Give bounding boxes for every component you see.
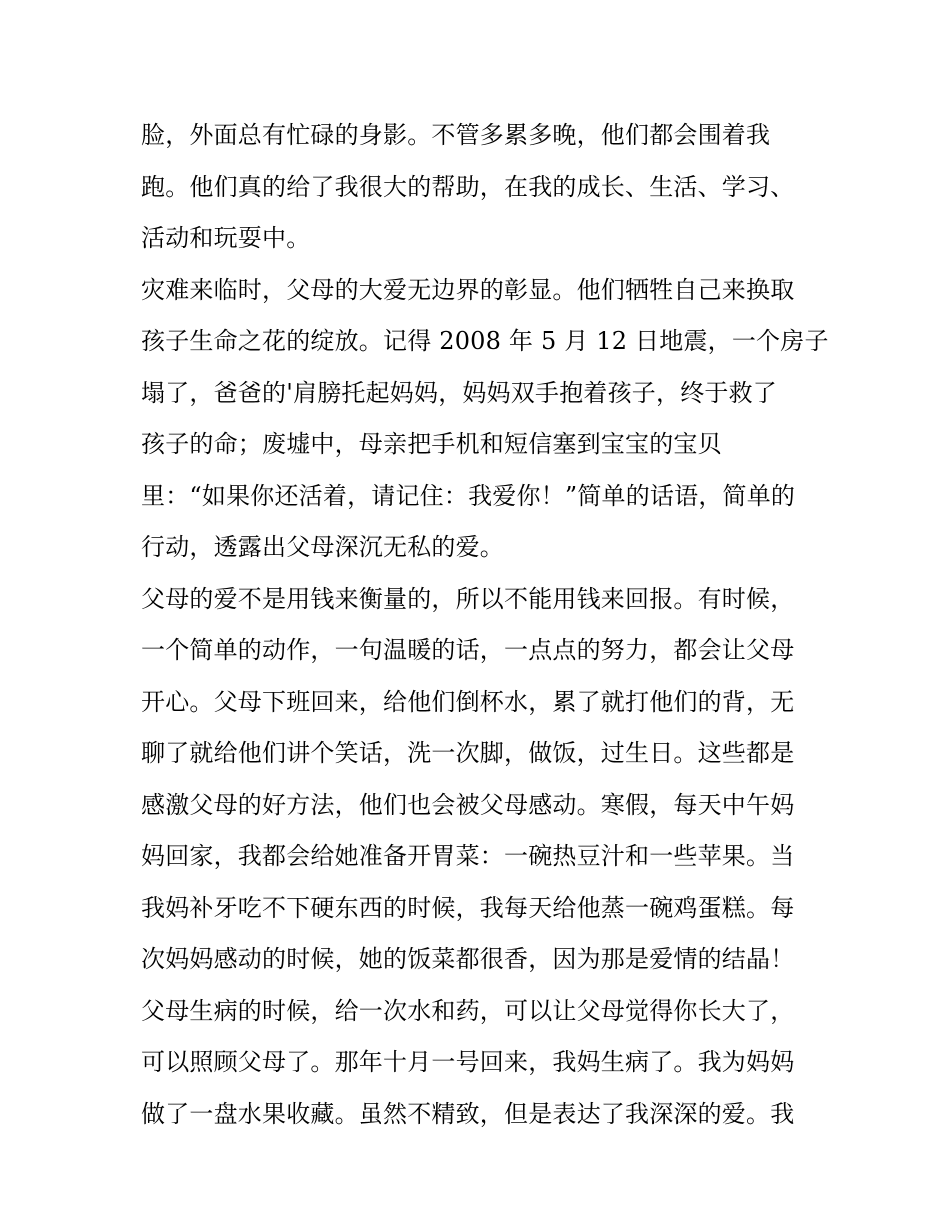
text-line: 脸，外面总有忙碌的身影。不管多累多晚，他们都会围着我 (141, 121, 771, 149)
text-line: 开心。父母下班回来，给他们倒杯水，累了就打他们的背，无 (141, 687, 795, 716)
text-line: 里：“如果你还活着，请记住：我爱你！”简单的话语，简单的 (141, 481, 796, 510)
text-line: 跑。他们真的给了我很大的帮助，在我的成长、生活、学习、 (141, 172, 795, 201)
text-line: 灾难来临时，父母的大爱无边界的彰显。他们牺牲自己来换取 (141, 275, 795, 304)
text-line: 塌了，爸爸的'肩膀托起妈妈，妈妈双手抱着孩子，终于救了 (141, 378, 777, 407)
text-line: 父母的爱不是用钱来衡量的，所以不能用钱来回报。有时候， (141, 584, 795, 613)
text-line: 孩子生命之花的绽放。记得 2008 年 5 月 12 日地震，一个房子 (141, 327, 829, 355)
text-line: 次妈妈感动的时候，她的饭菜都很香，因为那是爱情的结晶！ (141, 945, 795, 973)
text-line: 父母生病的时候，给一次水和药，可以让父母觉得你长大了， (141, 996, 795, 1025)
text-line: 一个简单的动作，一句温暖的话，一点点的努力，都会让父母 (141, 636, 795, 664)
text-line: 感激父母的好方法，他们也会被父母感动。寒假，每天中午妈 (141, 790, 795, 819)
text-line: 做了一盘水果收藏。虽然不精致，但是表达了我深深的爱。我 (141, 1099, 795, 1128)
text-line: 我妈补牙吃不下硬东西的时候，我每天给他蒸一碗鸡蛋糕。每 (141, 893, 795, 922)
document-body-text (141, 110, 829, 1140)
text-line: 聊了就给他们讲个笑话，洗一次脚，做饭，过生日。这些都是 (141, 739, 795, 767)
text-line: 行动，透露出父母深沉无私的爱。 (141, 533, 504, 561)
text-line: 活动和玩耍中。 (141, 224, 311, 252)
text-line: 可以照顾父母了。那年十月一号回来，我妈生病了。我为妈妈 (141, 1048, 795, 1076)
text-line: 孩子的命；废墟中，母亲把手机和短信塞到宝宝的宝贝 (141, 430, 722, 458)
text-line: 妈回家，我都会给她准备开胃菜：一碗热豆汁和一些苹果。当 (141, 842, 795, 870)
